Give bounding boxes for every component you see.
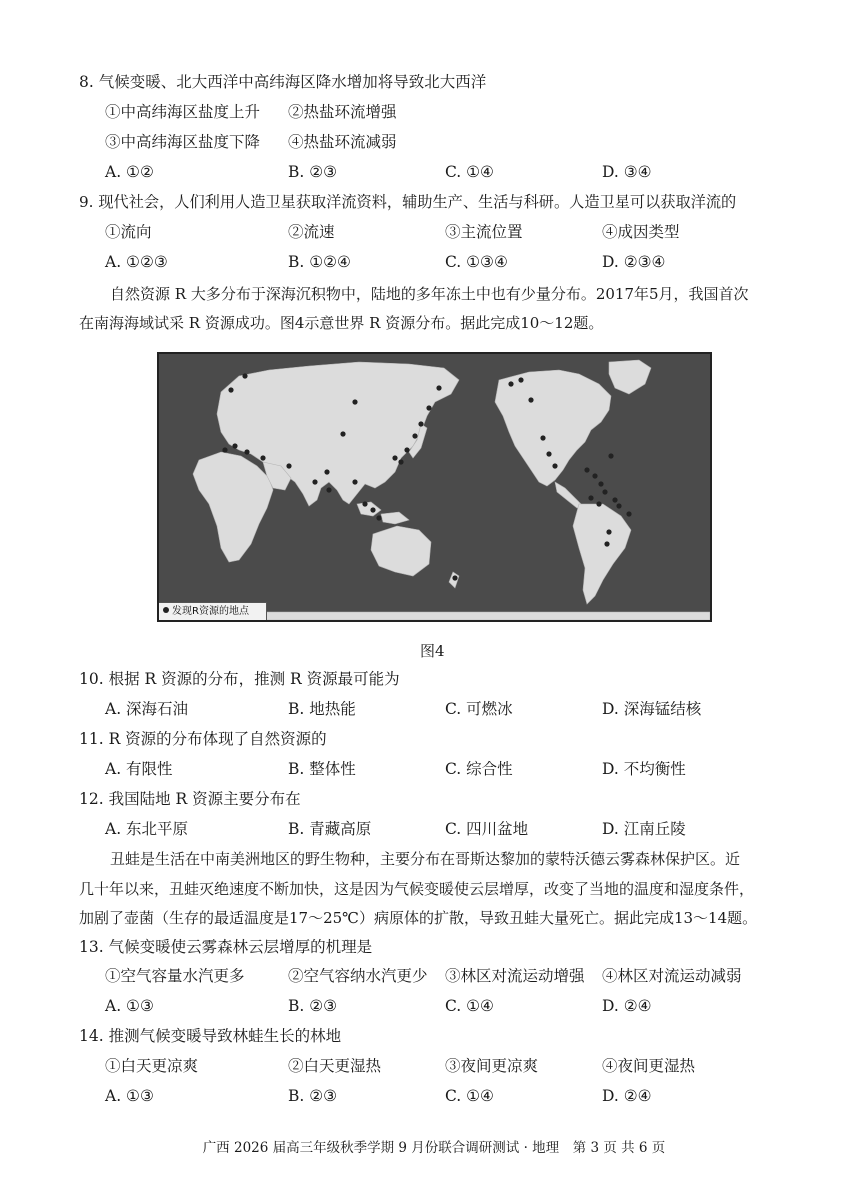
site-marker	[404, 447, 409, 452]
site-marker	[312, 479, 317, 484]
site-marker	[612, 497, 617, 502]
site-marker	[508, 381, 513, 386]
q11-option-a: A. 有限性	[105, 760, 173, 778]
site-marker	[452, 575, 457, 580]
q12-option-d: D. 江南丘陵	[602, 820, 686, 838]
question-11-stem: 11. R 资源的分布体现了自然资源的	[79, 730, 327, 748]
q8-option-b: B. ②③	[288, 163, 338, 181]
q13-item-3: ③林区对流运动增强	[445, 967, 585, 985]
site-marker	[604, 541, 609, 546]
q13-option-b: B. ②③	[288, 997, 338, 1015]
q9-option-c: C. ①③④	[445, 253, 508, 271]
figure-caption: 图4	[420, 642, 445, 660]
site-marker	[352, 479, 357, 484]
q8-item-4: ④热盐环流减弱	[288, 133, 397, 151]
site-marker	[244, 449, 249, 454]
site-marker	[370, 507, 375, 512]
site-marker	[326, 487, 331, 492]
site-marker	[228, 387, 233, 392]
site-marker	[602, 489, 607, 494]
site-marker	[518, 377, 523, 382]
site-marker	[376, 515, 381, 520]
q11-option-d: D. 不均衡性	[602, 760, 686, 778]
q9-option-b: B. ①②④	[288, 253, 351, 271]
q9-item-4: ④成因类型	[602, 223, 680, 241]
question-14-stem: 14. 推测气候变暖导致林蛙生长的林地	[79, 1027, 342, 1045]
q12-option-a: A. 东北平原	[105, 820, 189, 838]
site-marker	[592, 473, 597, 478]
q8-option-c: C. ①④	[445, 163, 494, 181]
question-13-stem: 13. 气候变暖使云雾森林云层增厚的机理是	[79, 938, 373, 956]
q8-option-d: D. ③④	[602, 163, 652, 181]
q14-item-2: ②白天更湿热	[288, 1057, 382, 1075]
q9-item-2: ②流速	[288, 223, 335, 241]
q10-option-b: B. 地热能	[288, 700, 356, 718]
page-footer: 广西 2026 届高三年级秋季学期 9 月份联合调研测试 · 地理 第 3 页 共 6 页	[202, 1140, 666, 1156]
q13-item-2: ②空气容纳水汽更少	[288, 967, 428, 985]
passage-1-line-2: 在南海海域试采 R 资源成功。图4示意世界 R 资源分布。据此完成10～12题。	[79, 314, 604, 332]
q13-item-4: ④林区对流运动减弱	[602, 967, 742, 985]
site-marker	[546, 451, 551, 456]
site-marker	[260, 455, 265, 460]
site-marker	[552, 463, 557, 468]
site-marker	[242, 373, 247, 378]
site-marker	[540, 435, 545, 440]
q10-option-c: C. 可燃冰	[445, 700, 513, 718]
q13-option-c: C. ①④	[445, 997, 494, 1015]
q13-item-1: ①空气容量水汽更多	[105, 967, 245, 985]
passage-2-line-3: 加剧了壶菌（生存的最适温度是17～25℃）病原体的扩散，导致丑蛙大量死亡。据此完成13～14题。	[79, 909, 758, 927]
question-9-stem: 9. 现代社会，人们利用人造卫星获取洋流资料，辅助生产、生活与科研。人造卫星可以获取洋流的	[79, 193, 737, 211]
site-marker	[426, 405, 431, 410]
q11-option-c: C. 综合性	[445, 760, 513, 778]
q10-option-d: D. 深海锰结核	[602, 700, 702, 718]
question-12-stem: 12. 我国陆地 R 资源主要分布在	[79, 790, 301, 808]
q14-option-d: D. ②④	[602, 1087, 652, 1105]
q9-option-d: D. ②③④	[602, 253, 666, 271]
q8-item-1: ①中高纬海区盐度上升	[105, 103, 261, 121]
q13-option-a: A. ①③	[105, 997, 154, 1015]
q13-option-d: D. ②④	[602, 997, 652, 1015]
question-8-stem: 8. 气候变暖、北大西洋中高纬海区降水增加将导致北大西洋	[79, 73, 487, 91]
q12-option-c: C. 四川盆地	[445, 820, 529, 838]
q8-option-a: A. ①②	[105, 163, 154, 181]
site-marker	[324, 469, 329, 474]
q9-item-1: ①流向	[105, 223, 152, 241]
site-marker	[608, 453, 613, 458]
passage-2-line-2: 几十年以来，丑蛙灭绝速度不断加快，这是因为气候变暖使云层增厚，改变了当地的温度和湿度条件，	[79, 880, 755, 898]
q14-item-4: ④夜间更湿热	[602, 1057, 696, 1075]
passage-1-line-1: 自然资源 R 大多分布于深海沉积物中，陆地的多年冻土中也有少量分布。2017年5月，我国首次	[110, 285, 749, 303]
q9-item-3: ③主流位置	[445, 223, 523, 241]
site-marker	[606, 529, 611, 534]
site-marker	[588, 495, 593, 500]
site-marker	[616, 503, 621, 508]
passage-2-line-1: 丑蛙是生活在中南美洲地区的野生物种，主要分布在哥斯达黎加的蒙特沃德云雾森林保护区。近	[110, 850, 741, 868]
world-map	[159, 354, 710, 620]
site-marker	[222, 447, 227, 452]
site-marker	[596, 501, 601, 506]
site-marker	[528, 397, 533, 402]
map-legend	[159, 602, 267, 620]
q14-option-a: A. ①③	[105, 1087, 154, 1105]
site-marker	[352, 399, 357, 404]
legend-dot-icon	[163, 607, 169, 613]
question-10-stem: 10. 根据 R 资源的分布，推测 R 资源最可能为	[79, 670, 400, 688]
world-map-figure	[157, 352, 712, 622]
site-marker	[362, 501, 367, 506]
site-marker	[392, 455, 397, 460]
q14-item-1: ①白天更凉爽	[105, 1057, 199, 1075]
q14-option-c: C. ①④	[445, 1087, 494, 1105]
site-marker	[436, 385, 441, 390]
q8-item-3: ③中高纬海区盐度下降	[105, 133, 261, 151]
q11-option-b: B. 整体性	[288, 760, 356, 778]
q12-option-b: B. 青藏高原	[288, 820, 372, 838]
site-marker	[398, 459, 403, 464]
site-marker	[626, 511, 631, 516]
site-marker	[418, 421, 423, 426]
q9-option-a: A. ①②③	[105, 253, 168, 271]
q10-option-a: A. 深海石油	[105, 700, 189, 718]
q14-option-b: B. ②③	[288, 1087, 338, 1105]
site-marker	[412, 433, 417, 438]
legend-label: 发现R资源的地点	[172, 606, 249, 617]
site-marker	[598, 481, 603, 486]
q14-item-3: ③夜间更凉爽	[445, 1057, 539, 1075]
q8-item-2: ②热盐环流增强	[288, 103, 397, 121]
site-marker	[232, 443, 237, 448]
site-marker	[286, 463, 291, 468]
site-marker	[584, 467, 589, 472]
site-marker	[340, 431, 345, 436]
